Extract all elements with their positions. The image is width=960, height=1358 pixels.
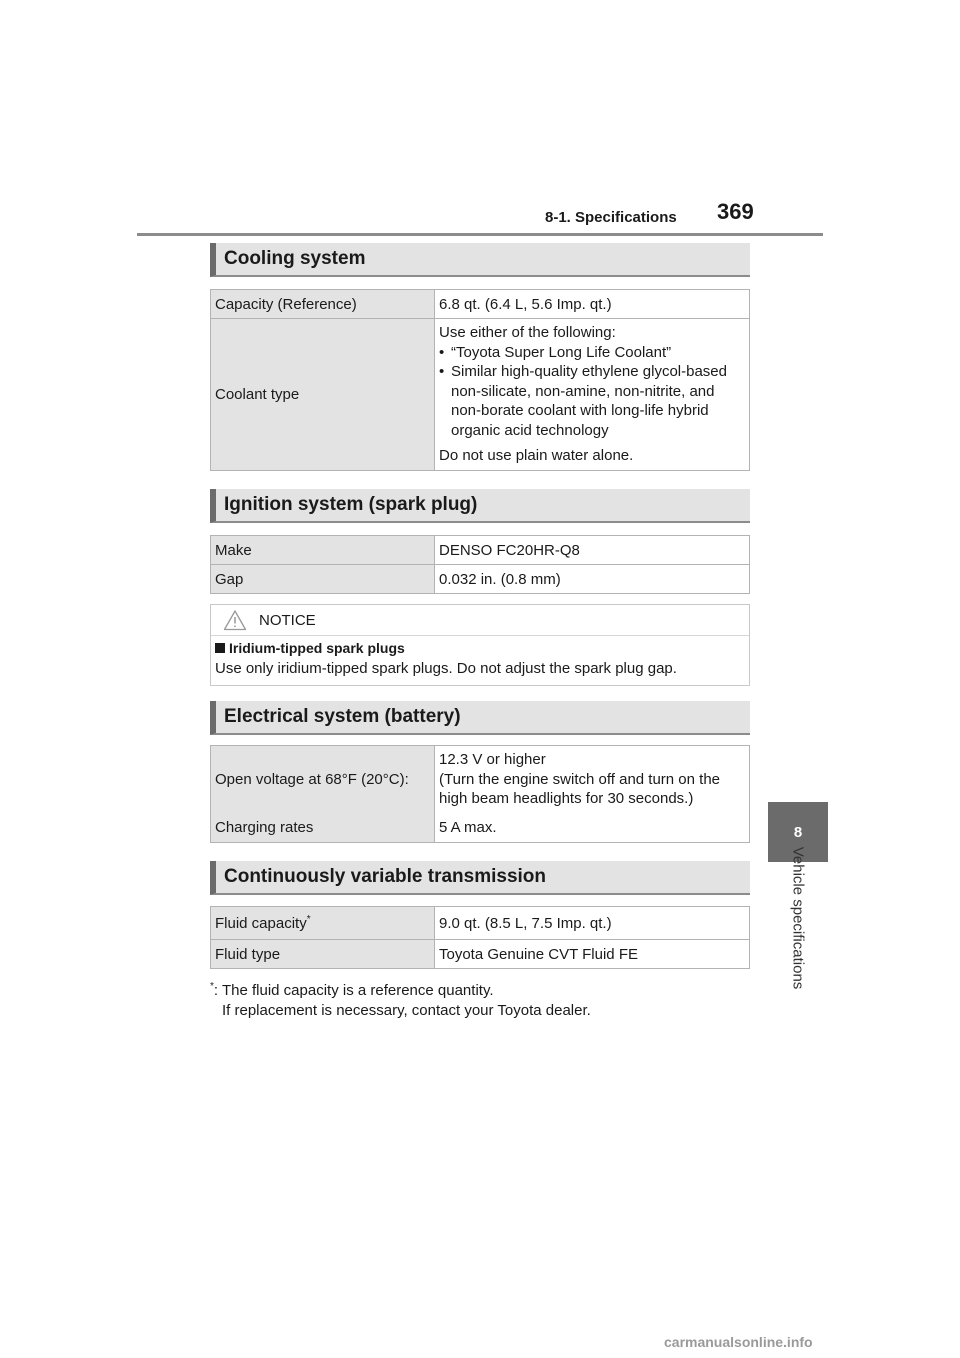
page-number: 369 — [717, 199, 754, 224]
open-voltage-value: 12.3 V or higher (Turn the engine switch off and turn on the high beam headlights for 30 seconds.) — [435, 746, 750, 813]
table-row — [211, 536, 750, 565]
section-heading: 8-1. Specifications — [545, 209, 677, 226]
watermark: carmanualsonline.info — [664, 1334, 813, 1350]
table-row — [211, 319, 750, 471]
charging-rates-label: Charging rates — [211, 813, 435, 843]
list-item: • Similar high-quality ethylene glycol-based non-silicate, non-amine, non-nitrite, and non-borate coolant with long-life hybrid organic acid technology — [439, 363, 727, 439]
table-row — [211, 565, 750, 594]
cooling-system-table — [210, 289, 750, 471]
charging-rates-value: 5 A max. — [435, 813, 750, 843]
footnote-mark: * — [306, 914, 311, 925]
chapter-number: 8 — [793, 823, 803, 841]
square-bullet-icon — [215, 643, 225, 653]
ignition-system-heading: Ignition system (spark plug) — [210, 489, 750, 523]
notice-title: Iridium-tipped spark plugs — [215, 640, 749, 656]
notice-header — [211, 605, 749, 636]
transmission-table — [210, 906, 750, 969]
ignition-system-table — [210, 535, 750, 594]
chapter-label: Vehicle specifications — [789, 846, 807, 990]
gap-label: Gap — [211, 565, 435, 594]
open-voltage-label: Open voltage at 68°F (20°C): — [211, 746, 435, 813]
bullet-icon: • — [439, 363, 445, 380]
fluid-type-label: Fluid type — [211, 940, 435, 969]
capacity-label: Capacity (Reference) — [211, 290, 435, 319]
fluid-capacity-value: 9.0 qt. (8.5 L, 7.5 Imp. qt.) — [435, 907, 750, 940]
bullet-icon: • — [439, 343, 445, 361]
coolant-type-value — [435, 319, 750, 471]
fluid-capacity-label: Fluid capacity* — [211, 907, 435, 940]
make-label: Make — [211, 536, 435, 565]
footnote: *: The fluid capacity is a reference quantity. If replacement is necessary, contact your Toyota dealer. — [210, 981, 591, 1019]
electrical-system-table — [210, 745, 750, 843]
coolant-intro: Use either of the following: — [439, 324, 616, 341]
table-row — [211, 813, 750, 843]
table-row — [211, 290, 750, 319]
fluid-type-value: Toyota Genuine CVT Fluid FE — [435, 940, 750, 969]
warning-icon — [223, 609, 247, 631]
capacity-value: 6.8 qt. (6.4 L, 5.6 Imp. qt.) — [435, 290, 750, 319]
cooling-system-heading: Cooling system — [210, 243, 750, 277]
gap-value: 0.032 in. (0.8 mm) — [435, 565, 750, 594]
header-divider — [137, 233, 823, 236]
footnote-mark: * — [210, 981, 214, 992]
coolant-note: Do not use plain water alone. — [439, 447, 634, 464]
table-row — [211, 907, 750, 940]
make-value: DENSO FC20HR-Q8 — [435, 536, 750, 565]
notice-box — [210, 604, 750, 686]
electrical-system-heading: Electrical system (battery) — [210, 701, 750, 735]
list-item: • “Toyota Super Long Life Coolant” — [439, 343, 672, 361]
notice-body: Use only iridium-tipped spark plugs. Do not adjust the spark plug gap. — [215, 660, 677, 677]
table-row — [211, 940, 750, 969]
transmission-heading: Continuously variable transmission — [210, 861, 750, 895]
notice-label: NOTICE — [259, 611, 316, 629]
table-row — [211, 746, 750, 813]
coolant-type-label: Coolant type — [211, 319, 435, 471]
